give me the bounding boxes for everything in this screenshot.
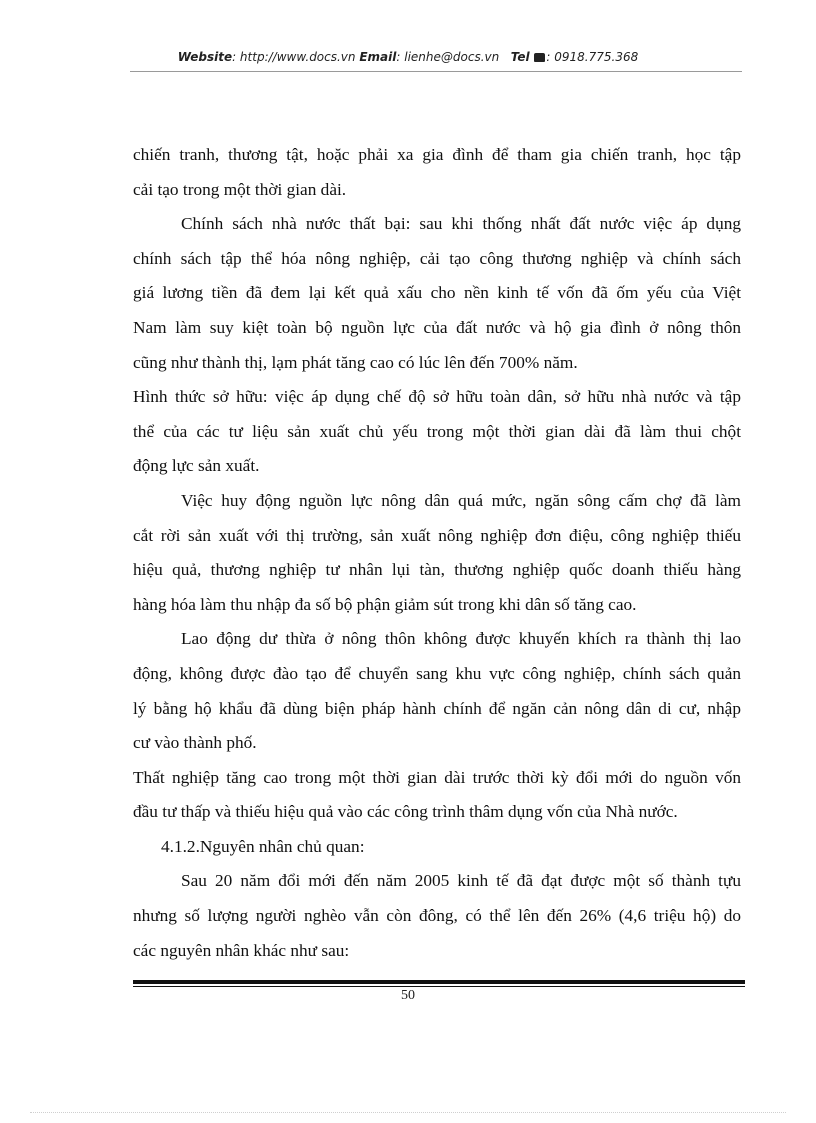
body-line: cư vào thành phố. — [133, 733, 257, 753]
page-edge-divider — [30, 1112, 786, 1113]
document-body — [133, 138, 741, 968]
body-line: động lực sản xuất. — [133, 456, 260, 476]
body-line: Nam làm suy kiệt toàn bộ nguồn lực của đất nước và hộ gia đình ở nông thôn — [133, 317, 741, 337]
header-tel-value: : 0918.775.368 — [546, 50, 639, 64]
phone-icon — [534, 53, 545, 62]
header-tel-label: Tel — [510, 50, 530, 64]
body-line: chiến tranh, thương tật, hoặc phải xa gia đình để tham gia chiến tranh, học tập — [133, 145, 741, 164]
body-line: giá lương tiền đã đem lại kết quả xấu cho nền kinh tế vốn đã ốm yếu của Việt — [133, 283, 741, 303]
footer-divider-thick — [133, 980, 745, 984]
body-line: nhưng số lượng người nghèo vẫn còn đông, có thể lên đến 26% (4,6 triệu hộ) do — [133, 906, 741, 926]
body-line: chính sách tập thể hóa nông nghiệp, cải tạo công thương nghiệp và chính sách — [133, 248, 741, 268]
body-line: Thất nghiệp tăng cao trong một thời gian dài trước thời kỳ đổi mới do nguồn vốn — [133, 767, 741, 787]
header-email-label: Email — [359, 50, 397, 64]
header-email-value: : lienhe@docs.vn — [396, 50, 500, 64]
page-header — [0, 50, 816, 64]
header-divider — [130, 71, 742, 72]
body-line: thể của các tư liệu sản xuất chủ yếu trong một thời gian dài đã làm thui chột — [133, 421, 741, 441]
body-line: cắt rời sản xuất với thị trường, sản xuất nông nghiệp đơn điệu, công nghiệp thiếu — [133, 525, 741, 545]
body-line: cũng như thành thị, lạm phát tăng cao có lúc lên đến 700% năm. — [133, 352, 578, 372]
body-line: Hình thức sở hữu: việc áp dụng chế độ sở hữu toàn dân, sở hữu nhà nước và tập — [133, 387, 741, 407]
page-number: 50 — [401, 988, 415, 1003]
body-line: lý bằng hộ khẩu đã dùng biện pháp hành chính để ngăn cản nông dân di cư, nhập — [133, 698, 741, 718]
body-line: các nguyên nhân khác như sau: — [133, 940, 350, 960]
header-website-value: : http://www.docs.vn — [232, 50, 356, 64]
header-website-label: Website — [177, 50, 233, 64]
body-line: Chính sách nhà nước thất bại: sau khi thống nhất đất nước việc áp dụng — [181, 214, 741, 234]
body-line: đầu tư thấp và thiếu hiệu quả vào các công trình thâm dụng vốn của Nhà nước. — [133, 802, 678, 822]
body-line: cải tạo trong một thời gian dài. — [133, 179, 347, 199]
section-heading: 4.1.2.Nguyên nhân chủ quan: — [161, 836, 365, 856]
body-line: Sau 20 năm đổi mới đến năm 2005 kinh tế đã đạt được một số thành tựu — [181, 871, 741, 891]
body-line: Việc huy động nguồn lực nông dân quá mức, ngăn sông cấm chợ đã làm — [181, 490, 741, 510]
body-line: Lao động dư thừa ở nông thôn không được khuyến khích ra thành thị lao — [181, 629, 741, 649]
footer-divider-thin — [133, 986, 745, 987]
body-line: hàng hóa làm thu nhập đa số bộ phận giảm sút trong khi dân số tăng cao. — [133, 594, 637, 614]
body-line: hiệu quả, thương nghiệp tư nhân lụi tàn, thương nghiệp quốc doanh thiếu hàng — [133, 560, 741, 580]
body-line: động, không được đào tạo để chuyển sang khu vực công nghiệp, chính sách quản — [133, 663, 741, 683]
